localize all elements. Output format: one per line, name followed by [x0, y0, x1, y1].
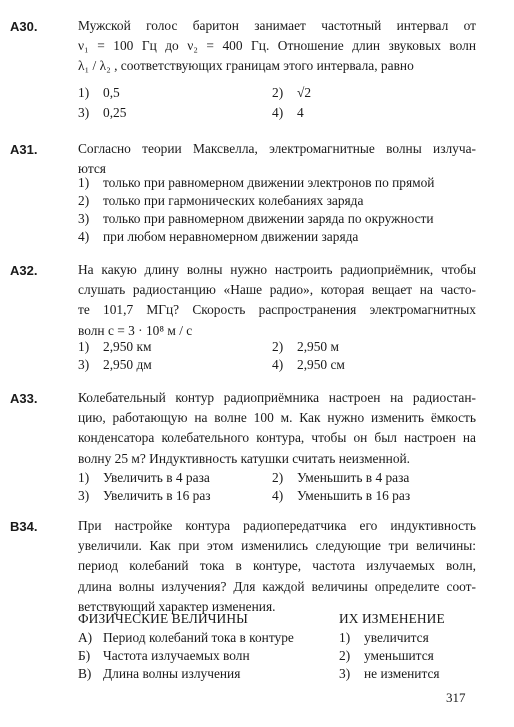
question-text — [78, 516, 476, 617]
table-right-header: ИХ ИЗМЕНЕНИЕ — [339, 611, 445, 626]
question-line: те 101,7 МГц? Скорость распространения электромагнитных — [78, 302, 476, 318]
change-item: 3) не изменится — [339, 666, 440, 681]
question-line: слушать радиостанцию «Наше радио», которая вещает на часто- — [78, 282, 476, 298]
option-3: 3) 0,25 — [78, 105, 127, 120]
option-text: 0,5 — [103, 85, 120, 100]
question-line: При настройке контура радиопередатчика его индуктивность — [78, 518, 476, 533]
option-1: 1) 0,5 — [78, 85, 120, 100]
table-left-header: ФИЗИЧЕСКИЕ ВЕЛИЧИНЫ — [78, 611, 248, 626]
quantity-text: Частота излучаемых волн — [103, 648, 250, 663]
question-line: волн c = 3 · 10⁸ м / с — [78, 322, 193, 338]
option-text: Уменьшить в 4 раза — [297, 470, 410, 485]
change-text: уменьшится — [364, 648, 434, 663]
option-text: Увеличить в 16 раз — [103, 488, 211, 503]
option-text: только при гармонических колебаниях заряда — [103, 193, 364, 208]
option-2: 2) только при гармонических колебаниях заряда — [78, 193, 364, 208]
question-number: A31. — [10, 142, 38, 157]
option-2: 2) 2,950 м — [272, 339, 339, 354]
question-number: A32. — [10, 263, 38, 278]
quantity-item: А) Период колебаний тока в контуре — [78, 630, 294, 645]
question-number: A33. — [10, 391, 38, 406]
option-1: 1) только при равномерном движении электронов по прямой — [78, 175, 435, 190]
option-4: 4) Уменьшить в 16 раз — [272, 488, 411, 503]
question-line: ветствующий характер изменения. — [78, 598, 276, 614]
quantity-text: Период колебаний тока в контуре — [103, 630, 294, 645]
question-line: волну 25 м? Индуктивность катушки считать неизменной. — [78, 450, 411, 466]
change-item: 1) увеличится — [339, 630, 429, 645]
page-number: 317 — [446, 690, 466, 705]
question-text — [78, 139, 476, 179]
change-text: не изменится — [364, 666, 440, 681]
option-3: 3) только при равномерном движении заряда по окружности — [78, 211, 434, 226]
option-text: 4 — [297, 105, 304, 120]
option-1: 1) 2,950 км — [78, 339, 152, 354]
option-2: 2) √2 — [272, 85, 312, 100]
change-item: 2) уменьшится — [339, 648, 434, 663]
option-text: только при равномерном движении электронов по прямой — [103, 175, 435, 190]
question-text — [78, 388, 476, 469]
option-text: 0,25 — [103, 105, 127, 120]
option-text: √2 — [297, 85, 312, 100]
question-line: Мужской голос баритон занимает частотный интервал от — [78, 18, 476, 33]
option-text: 2,950 км — [103, 339, 152, 354]
option-text: 2,950 м — [297, 339, 339, 354]
quantity-text: Длина волны излучения — [103, 666, 241, 681]
option-text: только при равномерном движении заряда по окружности — [103, 211, 434, 226]
option-2: 2) Уменьшить в 4 раза — [272, 470, 410, 485]
question-line: Колебательный контур радиоприёмника настроен на радиостан- — [78, 390, 476, 405]
option-text: 2,950 см — [297, 357, 345, 372]
option-text: Уменьшить в 16 раз — [297, 488, 411, 503]
quantity-item: В) Длина волны излучения — [78, 666, 241, 681]
option-text: при любом неравномерном движении заряда — [103, 229, 359, 244]
question-line: увеличили. Как при этом изменились следующие три величины: — [78, 538, 476, 554]
option-4: 4) при любом неравномерном движении заряда — [78, 229, 359, 244]
quantity-item: Б) Частота излучаемых волн — [78, 648, 250, 663]
option-4: 4) 4 — [272, 105, 304, 120]
question-number: B34. — [10, 519, 38, 534]
option-4: 4) 2,950 см — [272, 357, 345, 372]
change-text: увеличится — [364, 630, 429, 645]
question-line: период колебаний тока в контуре, частота излучаемых волн, — [78, 558, 476, 574]
question-line: ются — [78, 161, 106, 177]
option-1: 1) Увеличить в 4 раза — [78, 470, 210, 485]
question-number: A30. — [10, 19, 38, 34]
question-line: длина волны излучения? Для каждой величины определите соот- — [78, 578, 476, 594]
option-3: 3) Увеличить в 16 раз — [78, 488, 211, 503]
option-text: 2,950 дм — [103, 357, 152, 372]
question-text — [78, 16, 476, 77]
option-text: Увеличить в 4 раза — [103, 470, 210, 485]
question-line: конденсатора колебательного контура, чтобы он был настроен на — [78, 430, 476, 446]
question-text — [78, 260, 476, 341]
question-line: ν₁ = 100 Гц до ν₂ = 400 Гц. Отношение длин звуковых волн — [78, 38, 476, 54]
question-line: λ₁ / λ₂ , соответствующих границам этого интервала, равно — [78, 58, 414, 74]
question-line: Согласно теории Максвелла, электромагнитные волны излуча- — [78, 141, 476, 156]
question-line: цию, работающую на волне 100 м. Как нужно изменить ёмкость — [78, 410, 476, 426]
question-line: На какую длину волны нужно настроить радиоприёмник, чтобы — [78, 262, 476, 277]
option-3: 3) 2,950 дм — [78, 357, 152, 372]
